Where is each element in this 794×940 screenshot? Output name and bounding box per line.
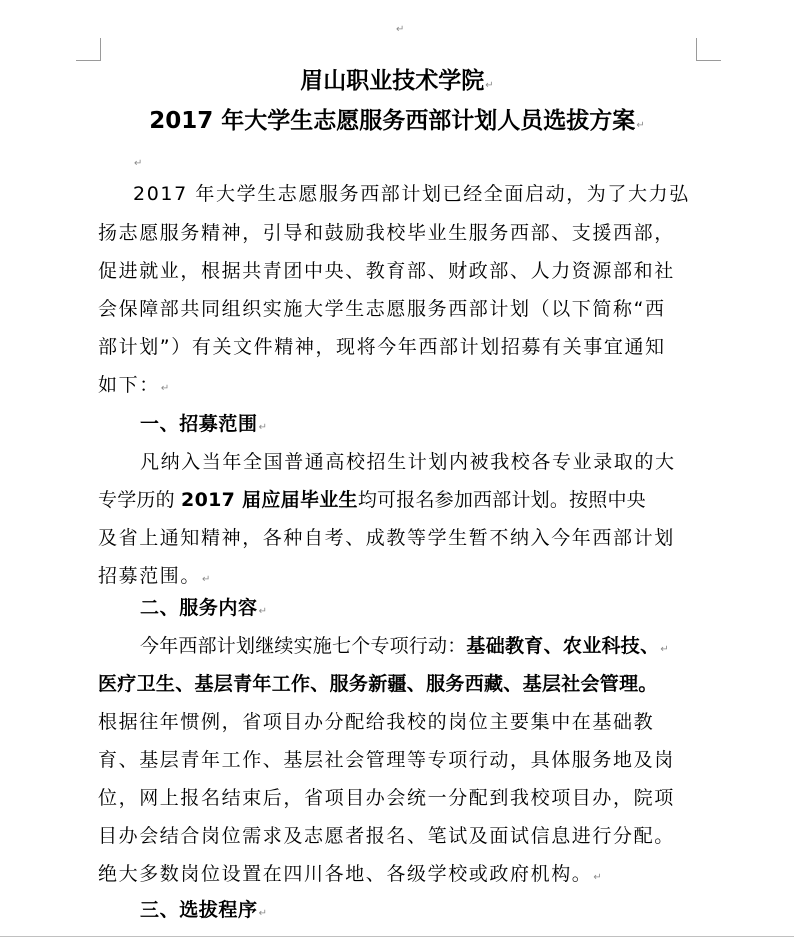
section2-line-6: 目办会结合岗位需求及志愿者报名、笔试及面试信息进行分配。 xyxy=(98,825,675,847)
section-heading-3-text: 三、选拔程序 xyxy=(140,899,258,921)
paragraph-mark-icon: ↵ xyxy=(160,383,171,394)
section2-line-1 xyxy=(140,634,669,662)
paragraph-mark-icon: ↵ xyxy=(636,120,645,131)
section2-line-2 xyxy=(98,672,658,696)
section1-line-2-a: 专学历的 xyxy=(98,489,182,511)
section-heading-2 xyxy=(140,596,268,624)
title-text-1: 眉山职业技术学院 xyxy=(300,68,485,94)
document-title-line-2 xyxy=(0,106,794,141)
intro-line-4: 会保障部共同组织实施大学生志愿服务西部计划（以下简称“西 xyxy=(98,298,666,320)
section-heading-1-text: 一、招募范围 xyxy=(140,413,258,435)
title-text-2: 2017 年大学生志愿服务西部计划人员选拔方案 xyxy=(149,108,636,134)
paragraph-mark-icon: ↵ xyxy=(660,644,670,655)
paragraph-mark-icon: ↵ xyxy=(134,158,143,169)
projects-emphasis-2: 医疗卫生、基层青年工作、服务新疆、服务西藏、基层社会管理。 xyxy=(98,673,658,695)
paragraph-mark-icon: ↵ xyxy=(258,908,268,919)
intro-line-2: 扬志愿服务精神，引导和鼓励我校毕业生服务西部、支援西部， xyxy=(98,222,675,244)
intro-line-1: 2017 年大学生志愿服务西部计划已经全面启动，为了大力弘 xyxy=(133,183,690,205)
section2-line-7 xyxy=(98,862,603,890)
intro-line-6 xyxy=(98,373,171,401)
paragraph-mark-icon: ↵ xyxy=(485,80,494,91)
section2-line-3: 根据往年惯例，省项目办分配给我校的岗位主要集中在基础教 xyxy=(98,711,655,733)
section2-line-1-a: 今年西部计划继续实施七个专项行动： xyxy=(140,635,467,657)
page-bottom-divider xyxy=(0,936,794,937)
section-heading-1 xyxy=(140,412,268,440)
paragraph-mark-icon: ↵ xyxy=(593,872,604,883)
page-corner-mark-top-left xyxy=(76,38,101,61)
section-heading-3 xyxy=(140,898,268,926)
section2-line-7-text: 绝大多数岗位设置在四川各地、各级学校或政府机构。 xyxy=(98,863,593,885)
section1-line-1: 凡纳入当年全国普通高校招生计划内被我校各专业录取的大 xyxy=(140,451,676,473)
intro-line-5: 部计划”）有关文件精神，现将今年西部计划招募有关事宜通知 xyxy=(98,336,666,358)
section2-line-5: 位，网上报名结束后，省项目办会统一分配到我校项目办，院项 xyxy=(98,787,675,809)
section1-line-4 xyxy=(98,564,212,592)
intro-line-3: 促进就业，根据共青团中央、教育部、财政部、人力资源部和社 xyxy=(98,260,675,282)
section1-line-3: 及省上通知精神，各种自考、成教等学生暂不纳入今年西部计划 xyxy=(98,527,675,549)
section1-line-4-text: 招募范围。 xyxy=(98,565,202,587)
paragraph-mark-icon: ↵ xyxy=(258,606,268,617)
projects-emphasis-1: 基础教育、农业科技、 xyxy=(466,635,660,657)
section1-line-2-c: 均可报名参加西部计划。按照中央 xyxy=(357,489,646,511)
paragraph-mark-icon: ↵ xyxy=(202,574,212,585)
paragraph-mark-icon: ↵ xyxy=(396,24,405,35)
document-title-line-1 xyxy=(0,66,794,101)
section1-line-2 xyxy=(98,488,646,512)
graduates-emphasis: 2017 届应届毕业生 xyxy=(181,489,358,511)
section-heading-2-text: 二、服务内容 xyxy=(140,597,258,619)
paragraph-mark-icon: ↵ xyxy=(258,422,268,433)
page-corner-mark-top-right xyxy=(696,38,721,61)
intro-line-6-text: 如下： xyxy=(98,374,160,396)
section2-line-4: 育、基层青年工作、基层社会管理等专项行动，具体服务地及岗 xyxy=(98,749,675,771)
empty-line xyxy=(133,148,142,176)
